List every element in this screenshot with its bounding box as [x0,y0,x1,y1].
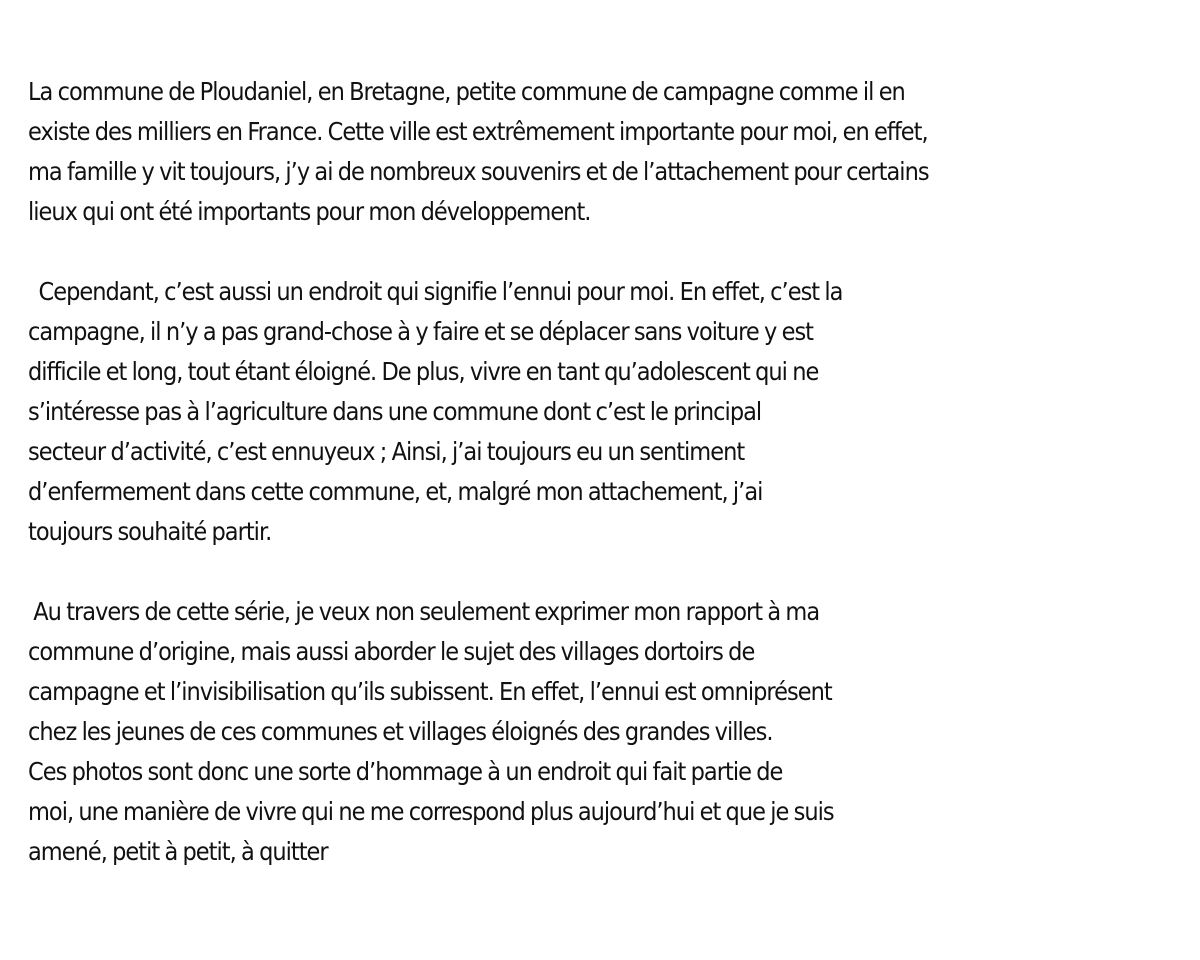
text-line: lieux qui ont été importants pour mon développement. [28,197,591,226]
text-line: chez les jeunes de ces communes et villages éloignés des grandes villes. [28,717,773,746]
text-line: moi, une manière de vivre qui ne me correspond plus aujourd’hui et que je suis [28,797,834,826]
text-line: commune d’origine, mais aussi aborder le sujet des villages dortoirs de [28,637,755,666]
text-line: secteur d’activité, c’est ennuyeux ; Ainsi, j’ai toujours eu un sentiment [28,437,745,466]
text-line: Au travers de cette série, je veux non seulement exprimer mon rapport à ma [28,597,820,626]
text-line: amené, petit à petit, à quitter [28,837,328,866]
text-line: La commune de Ploudaniel, en Bretagne, petite commune de campagne comme il en [28,77,905,106]
paragraph-cependant [28,272,1072,552]
text-line: Ces photos sont donc une sorte d’hommage à un endroit qui fait partie de [28,757,783,786]
text-line: Cependant, c’est aussi un endroit qui signifie l’ennui pour moi. En effet, c’est la [28,277,843,306]
text-line: d’enfermement dans cette commune, et, malgré mon attachement, j’ai [28,477,763,506]
text-line: campagne et l’invisibilisation qu’ils subissent. En effet, l’ennui est omniprésent [28,677,832,706]
text-line: toujours souhaité partir. [28,517,272,546]
paragraph-intro [28,72,1072,232]
text-line: difficile et long, tout étant éloigné. De plus, vivre en tant qu’adolescent qui ne [28,357,819,386]
text-line: ma famille y vit toujours, j’y ai de nombreux souvenirs et de l’attachement pour certains [28,157,929,186]
text-line: campagne, il n’y a pas grand-chose à y faire et se déplacer sans voiture y est [28,317,814,346]
text-line: s’intéresse pas à l’agriculture dans une commune dont c’est le principal [28,397,762,426]
paragraph-serie [28,592,1072,872]
document-body [28,72,1072,872]
text-line: existe des milliers en France. Cette ville est extrêmement importante pour moi, en effet, [28,117,928,146]
